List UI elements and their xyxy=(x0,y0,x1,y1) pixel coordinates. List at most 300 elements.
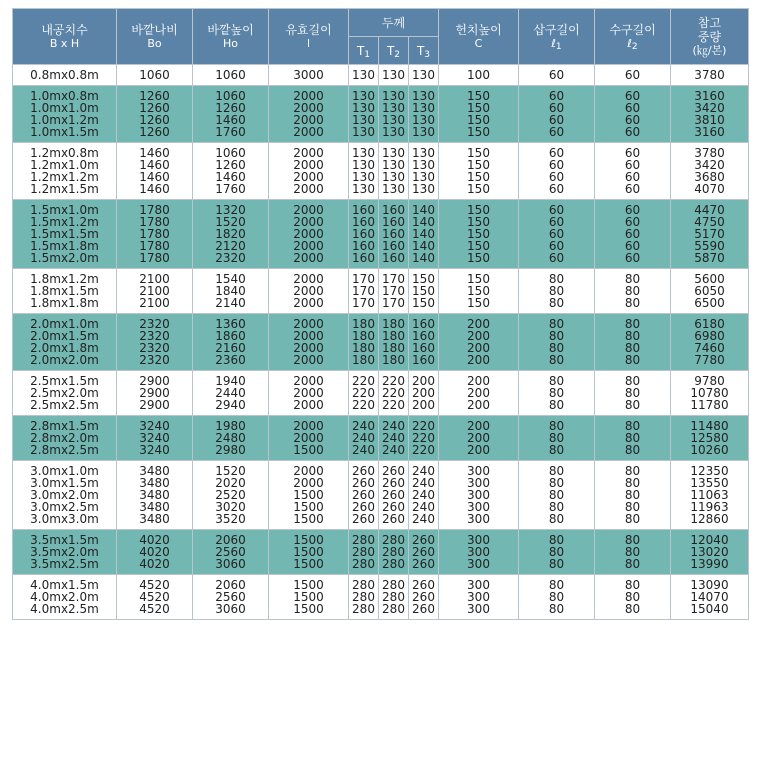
cell-value: 1820 xyxy=(215,227,246,241)
cell-value: 3240 xyxy=(139,431,170,445)
cell-value: 300 xyxy=(467,557,490,571)
cell-size xyxy=(13,269,117,314)
cell-socket xyxy=(595,200,671,269)
cell-spigot xyxy=(519,314,595,371)
cell-value: 2160 xyxy=(215,341,246,355)
cell-socket xyxy=(595,416,671,461)
cell-value: 160 xyxy=(352,251,375,265)
header-size xyxy=(13,9,117,65)
cell-value: 3060 xyxy=(215,557,246,571)
cell-value: 130 xyxy=(382,146,405,160)
cell-value: 80 xyxy=(548,557,565,571)
header-outer-height-label: 바깥높이 xyxy=(207,22,254,37)
cell-value: 1060 xyxy=(215,89,246,103)
cell-value: 7780 xyxy=(694,353,725,367)
cell-socket xyxy=(595,530,671,575)
cell-value: 3420 xyxy=(694,101,725,115)
cell-value: 180 xyxy=(352,353,375,367)
header-t2-letter: T xyxy=(386,43,395,58)
cell-value: 3780 xyxy=(694,68,725,82)
cell-value: 60 xyxy=(548,203,565,217)
cell-value: 3.0mx2.0m xyxy=(30,488,99,502)
cell-value: 160 xyxy=(382,251,405,265)
cell-value: 2000 xyxy=(293,158,324,172)
cell-value: 2000 xyxy=(293,284,324,298)
cell-value: 2060 xyxy=(215,578,246,592)
cell-effective-length xyxy=(269,314,349,371)
cell-value: 140 xyxy=(412,203,435,217)
cell-value: 200 xyxy=(412,398,435,412)
cell-value: 6050 xyxy=(694,284,725,298)
cell-value: 1500 xyxy=(293,578,324,592)
cell-haunch xyxy=(439,461,519,530)
cell-t3 xyxy=(409,200,439,269)
cell-value: 13090 xyxy=(690,578,729,592)
header-t3-letter: T xyxy=(416,43,425,58)
table-row xyxy=(13,575,749,620)
cell-value: 1460 xyxy=(139,146,170,160)
cell-value: 2520 xyxy=(215,488,246,502)
cell-value: 80 xyxy=(624,398,641,412)
cell-value: 80 xyxy=(548,374,565,388)
cell-value: 60 xyxy=(624,203,641,217)
cell-value: 260 xyxy=(382,512,405,526)
cell-value: 3240 xyxy=(139,443,170,457)
cell-outer-width xyxy=(117,371,193,416)
cell-haunch xyxy=(439,371,519,416)
header-weight-unit: (㎏/본) xyxy=(692,43,727,57)
cell-value: 1260 xyxy=(139,125,170,139)
table-header xyxy=(13,9,749,65)
cell-value: 3.0mx2.5m xyxy=(30,500,99,514)
cell-value: 1780 xyxy=(139,239,170,253)
cell-value: 160 xyxy=(382,215,405,229)
cell-value: 4750 xyxy=(694,215,725,229)
cell-value: 160 xyxy=(382,203,405,217)
cell-value: 80 xyxy=(624,272,641,286)
cell-value: 60 xyxy=(548,170,565,184)
cell-value: 80 xyxy=(548,284,565,298)
cell-value: 150 xyxy=(467,284,490,298)
cell-value: 200 xyxy=(467,341,490,355)
cell-value: 280 xyxy=(352,533,375,547)
cell-effective-length xyxy=(269,65,349,86)
cell-t1 xyxy=(349,65,379,86)
cell-value: 4070 xyxy=(694,182,725,196)
cell-value: 4.0mx2.5m xyxy=(30,602,99,616)
cell-value: 260 xyxy=(412,557,435,571)
cell-value: 2.0mx1.5m xyxy=(30,329,99,343)
cell-value: 1500 xyxy=(293,500,324,514)
cell-value: 2360 xyxy=(215,353,246,367)
cell-value: 150 xyxy=(467,296,490,310)
cell-value: 130 xyxy=(352,101,375,115)
row-group xyxy=(13,143,749,200)
cell-value: 60 xyxy=(624,182,641,196)
cell-value: 60 xyxy=(624,146,641,160)
cell-value: 1780 xyxy=(139,251,170,265)
cell-value: 240 xyxy=(352,431,375,445)
cell-value: 80 xyxy=(624,488,641,502)
cell-value: 60 xyxy=(624,113,641,127)
cell-t2 xyxy=(379,416,409,461)
header-haunch-symbol: C xyxy=(474,36,483,50)
cell-value: 80 xyxy=(624,353,641,367)
cell-t3 xyxy=(409,575,439,620)
cell-weight xyxy=(671,461,749,530)
cell-value: 2.5mx1.5m xyxy=(30,374,99,388)
cell-value: 1500 xyxy=(293,590,324,604)
row-group xyxy=(13,269,749,314)
cell-t2 xyxy=(379,575,409,620)
cell-t1 xyxy=(349,530,379,575)
cell-t2 xyxy=(379,371,409,416)
cell-value: 2060 xyxy=(215,533,246,547)
cell-value: 60 xyxy=(548,113,565,127)
cell-value: 6180 xyxy=(694,317,725,331)
cell-t2 xyxy=(379,86,409,143)
cell-value: 2000 xyxy=(293,170,324,184)
cell-value: 1.2mx1.2m xyxy=(30,170,99,184)
cell-value: 260 xyxy=(382,476,405,490)
header-weight-label-1: 참고 xyxy=(697,15,722,30)
cell-t3 xyxy=(409,416,439,461)
cell-value: 60 xyxy=(548,89,565,103)
cell-haunch xyxy=(439,65,519,86)
cell-t1 xyxy=(349,143,379,200)
header-t2 xyxy=(379,37,409,65)
cell-value: 2000 xyxy=(293,125,324,139)
cell-t3 xyxy=(409,65,439,86)
cell-effective-length xyxy=(269,575,349,620)
cell-value: 80 xyxy=(548,578,565,592)
cell-value: 150 xyxy=(467,89,490,103)
cell-weight xyxy=(671,416,749,461)
cell-value: 130 xyxy=(412,68,435,82)
cell-value: 200 xyxy=(467,317,490,331)
cell-size xyxy=(13,314,117,371)
cell-value: 3000 xyxy=(293,68,324,82)
header-spigot-index: 1 xyxy=(555,41,562,52)
cell-value: 2.0mx2.0m xyxy=(30,353,99,367)
cell-value: 2320 xyxy=(215,251,246,265)
cell-value: 3680 xyxy=(694,170,725,184)
cell-value: 1520 xyxy=(215,464,246,478)
cell-haunch xyxy=(439,269,519,314)
cell-weight xyxy=(671,143,749,200)
header-spigot-letter: ℓ xyxy=(551,36,556,50)
cell-outer-height xyxy=(193,269,269,314)
cell-value: 2000 xyxy=(293,341,324,355)
header-spigot xyxy=(519,9,595,65)
cell-value: 160 xyxy=(412,329,435,343)
cell-value: 240 xyxy=(412,464,435,478)
cell-value: 1.5mx1.5m xyxy=(30,227,99,241)
cell-value: 1500 xyxy=(293,512,324,526)
cell-value: 180 xyxy=(382,317,405,331)
cell-effective-length xyxy=(269,371,349,416)
cell-value: 300 xyxy=(467,512,490,526)
cell-value: 260 xyxy=(412,545,435,559)
cell-value: 14070 xyxy=(690,590,729,604)
cell-value: 2320 xyxy=(139,329,170,343)
cell-value: 260 xyxy=(412,590,435,604)
cell-value: 3.5mx2.5m xyxy=(30,557,99,571)
cell-value: 60 xyxy=(548,101,565,115)
cell-value: 2000 xyxy=(293,374,324,388)
cell-t2 xyxy=(379,269,409,314)
cell-value: 2000 xyxy=(293,431,324,445)
cell-value: 80 xyxy=(624,602,641,616)
cell-value: 130 xyxy=(412,113,435,127)
cell-value: 2000 xyxy=(293,203,324,217)
cell-value: 2900 xyxy=(139,386,170,400)
culvert-spec-table xyxy=(12,8,749,620)
cell-value: 200 xyxy=(467,386,490,400)
cell-value: 240 xyxy=(352,419,375,433)
cell-spigot xyxy=(519,371,595,416)
cell-value: 300 xyxy=(467,545,490,559)
cell-value: 280 xyxy=(382,545,405,559)
cell-size xyxy=(13,65,117,86)
cell-value: 60 xyxy=(624,68,641,82)
cell-value: 1500 xyxy=(293,488,324,502)
cell-value: 150 xyxy=(467,272,490,286)
cell-value: 280 xyxy=(382,533,405,547)
cell-value: 60 xyxy=(548,239,565,253)
cell-value: 80 xyxy=(624,284,641,298)
cell-value: 13550 xyxy=(690,476,729,490)
cell-value: 80 xyxy=(624,443,641,457)
cell-t2 xyxy=(379,530,409,575)
cell-value: 2000 xyxy=(293,419,324,433)
cell-value: 300 xyxy=(467,476,490,490)
cell-value: 150 xyxy=(467,239,490,253)
cell-value: 80 xyxy=(548,386,565,400)
cell-value: 3.0mx1.0m xyxy=(30,464,99,478)
cell-spigot xyxy=(519,530,595,575)
cell-value: 2440 xyxy=(215,386,246,400)
cell-size xyxy=(13,575,117,620)
cell-value: 3160 xyxy=(694,89,725,103)
header-size-symbol: B x H xyxy=(49,36,80,50)
cell-value: 130 xyxy=(412,125,435,139)
cell-value: 130 xyxy=(412,170,435,184)
cell-value: 1980 xyxy=(215,419,246,433)
cell-value: 2.5mx2.5m xyxy=(30,398,99,412)
cell-haunch xyxy=(439,530,519,575)
cell-value: 300 xyxy=(467,590,490,604)
cell-value: 260 xyxy=(382,500,405,514)
cell-value: 1500 xyxy=(293,557,324,571)
cell-value: 1780 xyxy=(139,215,170,229)
header-outer-width-label: 바깥나비 xyxy=(131,22,178,37)
cell-t2 xyxy=(379,314,409,371)
cell-value: 130 xyxy=(382,125,405,139)
cell-value: 3480 xyxy=(139,512,170,526)
cell-value: 280 xyxy=(352,578,375,592)
cell-haunch xyxy=(439,314,519,371)
header-socket xyxy=(595,9,671,65)
cell-value: 60 xyxy=(548,227,565,241)
cell-outer-width xyxy=(117,530,193,575)
cell-value: 15040 xyxy=(690,602,729,616)
cell-value: 2020 xyxy=(215,476,246,490)
cell-spigot xyxy=(519,65,595,86)
cell-value: 280 xyxy=(352,557,375,571)
cell-value: 240 xyxy=(412,500,435,514)
cell-effective-length xyxy=(269,269,349,314)
cell-value: 200 xyxy=(467,374,490,388)
cell-value: 300 xyxy=(467,578,490,592)
cell-value: 240 xyxy=(412,488,435,502)
cell-outer-width xyxy=(117,143,193,200)
cell-value: 2900 xyxy=(139,398,170,412)
cell-value: 160 xyxy=(412,353,435,367)
cell-value: 4.0mx2.0m xyxy=(30,590,99,604)
header-socket-index: 2 xyxy=(631,41,638,52)
table-row xyxy=(13,65,749,86)
cell-value: 300 xyxy=(467,500,490,514)
header-spigot-label: 삽구길이 xyxy=(533,22,580,37)
cell-haunch xyxy=(439,86,519,143)
cell-value: 220 xyxy=(352,374,375,388)
row-group xyxy=(13,575,749,620)
cell-value: 6980 xyxy=(694,329,725,343)
cell-value: 6500 xyxy=(694,296,725,310)
cell-value: 80 xyxy=(548,512,565,526)
cell-value: 180 xyxy=(382,341,405,355)
cell-value: 150 xyxy=(467,125,490,139)
cell-value: 80 xyxy=(548,419,565,433)
cell-value: 130 xyxy=(382,170,405,184)
cell-outer-width xyxy=(117,269,193,314)
cell-value: 60 xyxy=(624,239,641,253)
cell-value: 240 xyxy=(382,419,405,433)
cell-value: 2000 xyxy=(293,101,324,115)
cell-outer-width xyxy=(117,86,193,143)
cell-value: 300 xyxy=(467,464,490,478)
cell-socket xyxy=(595,269,671,314)
cell-value: 1360 xyxy=(215,317,246,331)
cell-value: 220 xyxy=(382,374,405,388)
cell-outer-width xyxy=(117,461,193,530)
header-haunch-label: 헌치높이 xyxy=(455,22,502,37)
cell-value: 260 xyxy=(352,464,375,478)
cell-value: 80 xyxy=(548,341,565,355)
cell-value: 130 xyxy=(382,68,405,82)
cell-value: 2940 xyxy=(215,398,246,412)
cell-value: 1.2mx1.0m xyxy=(30,158,99,172)
cell-value: 60 xyxy=(548,215,565,229)
cell-haunch xyxy=(439,200,519,269)
cell-value: 2000 xyxy=(293,113,324,127)
cell-value: 1460 xyxy=(139,182,170,196)
cell-value: 3520 xyxy=(215,512,246,526)
cell-value: 140 xyxy=(412,251,435,265)
cell-outer-width xyxy=(117,416,193,461)
table-row xyxy=(13,314,749,371)
header-t1-letter: T xyxy=(356,43,365,58)
cell-value: 220 xyxy=(412,431,435,445)
cell-value: 80 xyxy=(624,476,641,490)
cell-value: 60 xyxy=(548,158,565,172)
cell-value: 60 xyxy=(548,146,565,160)
row-group xyxy=(13,200,749,269)
cell-value: 260 xyxy=(352,476,375,490)
cell-value: 80 xyxy=(548,476,565,490)
cell-value: 4470 xyxy=(694,203,725,217)
cell-value: 220 xyxy=(382,386,405,400)
header-haunch xyxy=(439,9,519,65)
cell-value: 240 xyxy=(412,476,435,490)
cell-value: 5170 xyxy=(694,227,725,241)
cell-value: 1.2mx0.8m xyxy=(30,146,99,160)
cell-value: 260 xyxy=(412,533,435,547)
cell-value: 180 xyxy=(352,317,375,331)
header-t1 xyxy=(349,37,379,65)
table-row xyxy=(13,416,749,461)
cell-weight xyxy=(671,86,749,143)
cell-value: 150 xyxy=(412,296,435,310)
cell-value: 1.8mx1.2m xyxy=(30,272,99,286)
cell-value: 220 xyxy=(412,419,435,433)
cell-weight xyxy=(671,314,749,371)
cell-value: 1260 xyxy=(139,101,170,115)
cell-value: 80 xyxy=(624,512,641,526)
cell-value: 80 xyxy=(548,353,565,367)
cell-value: 10260 xyxy=(690,443,729,457)
cell-value: 60 xyxy=(624,158,641,172)
header-thickness: 두께 xyxy=(349,9,439,37)
cell-value: 1260 xyxy=(215,101,246,115)
cell-weight xyxy=(671,530,749,575)
cell-value: 2000 xyxy=(293,227,324,241)
cell-value: 80 xyxy=(624,533,641,547)
cell-value: 160 xyxy=(352,203,375,217)
cell-value: 3.0mx3.0m xyxy=(30,512,99,526)
cell-size xyxy=(13,530,117,575)
cell-value: 260 xyxy=(352,488,375,502)
cell-t2 xyxy=(379,461,409,530)
cell-value: 140 xyxy=(412,239,435,253)
cell-value: 1860 xyxy=(215,329,246,343)
cell-value: 150 xyxy=(467,227,490,241)
cell-value: 80 xyxy=(548,296,565,310)
cell-haunch xyxy=(439,416,519,461)
cell-value: 12860 xyxy=(690,512,729,526)
cell-value: 4520 xyxy=(139,578,170,592)
cell-value: 2.8mx2.0m xyxy=(30,431,99,445)
cell-socket xyxy=(595,143,671,200)
cell-value: 200 xyxy=(467,431,490,445)
cell-value: 80 xyxy=(548,317,565,331)
cell-value: 140 xyxy=(412,227,435,241)
header-outer-height-symbol: Ho xyxy=(222,36,238,50)
cell-value: 170 xyxy=(352,284,375,298)
cell-outer-height xyxy=(193,314,269,371)
cell-value: 3160 xyxy=(694,125,725,139)
cell-value: 160 xyxy=(382,227,405,241)
header-weight-label-2: 중량 xyxy=(697,29,722,44)
cell-size xyxy=(13,143,117,200)
header-weight xyxy=(671,9,749,65)
cell-value: 3480 xyxy=(139,488,170,502)
table-row xyxy=(13,200,749,269)
cell-t1 xyxy=(349,461,379,530)
cell-value: 240 xyxy=(382,443,405,457)
cell-value: 260 xyxy=(412,602,435,616)
